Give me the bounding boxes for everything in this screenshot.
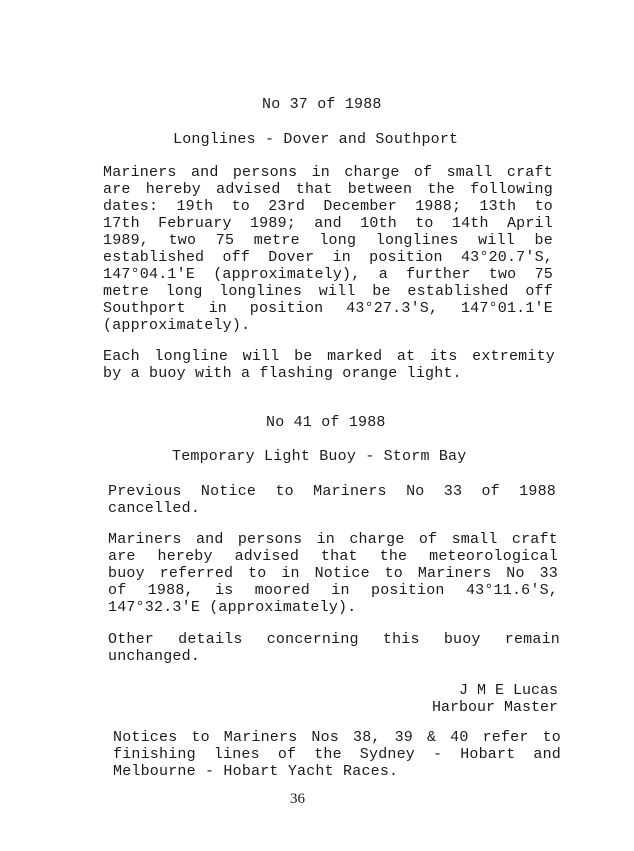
word: December bbox=[323, 198, 397, 215]
word: (approximately), bbox=[213, 266, 361, 283]
word: in bbox=[316, 531, 335, 548]
word: 10th bbox=[360, 215, 397, 232]
word: 40 bbox=[450, 729, 469, 746]
word: 147°04.1'E bbox=[103, 266, 196, 283]
word: craft bbox=[511, 531, 558, 548]
word: position bbox=[371, 582, 445, 599]
word: 1989; bbox=[249, 215, 296, 232]
notice-1-paragraph-1 bbox=[103, 164, 553, 334]
text-line bbox=[108, 582, 558, 599]
word: in bbox=[311, 164, 330, 181]
word: at bbox=[396, 348, 416, 365]
word: charge bbox=[349, 531, 405, 548]
word: referred bbox=[159, 565, 234, 582]
notice-1-number: No 37 of 1988 bbox=[262, 96, 382, 113]
word: in bbox=[331, 582, 350, 599]
word: its bbox=[429, 348, 458, 365]
word: Southport bbox=[103, 300, 186, 317]
word: the bbox=[427, 181, 455, 198]
word: long bbox=[165, 283, 203, 300]
word: metre bbox=[103, 283, 150, 300]
text-line bbox=[108, 648, 560, 665]
word: two bbox=[168, 232, 197, 249]
text-line bbox=[103, 164, 553, 181]
word: be bbox=[372, 283, 391, 300]
word: Sydney bbox=[359, 746, 416, 763]
word: 43°27.3'S, bbox=[346, 300, 439, 317]
word: 14th bbox=[451, 215, 489, 232]
word: will bbox=[318, 283, 356, 300]
word: between bbox=[347, 181, 413, 198]
notice-2-paragraph-3 bbox=[108, 631, 560, 665]
word: of bbox=[277, 746, 297, 763]
word: Other bbox=[108, 631, 155, 648]
word: following bbox=[470, 181, 553, 198]
word: Notice bbox=[200, 483, 257, 500]
text-line bbox=[103, 249, 553, 266]
word: 75 bbox=[215, 232, 235, 249]
word: small bbox=[451, 531, 498, 548]
word: - bbox=[433, 746, 443, 763]
word: in bbox=[332, 249, 351, 266]
text-line bbox=[108, 599, 558, 616]
word: 1989, bbox=[103, 232, 150, 249]
word: to bbox=[231, 198, 250, 215]
text-line bbox=[103, 215, 553, 232]
line-text: unchanged. bbox=[108, 648, 201, 665]
word: No bbox=[506, 565, 525, 582]
word: 38, bbox=[353, 729, 381, 746]
word: and bbox=[190, 164, 219, 181]
notice-2-paragraph-1 bbox=[108, 483, 556, 517]
word: & bbox=[426, 729, 437, 746]
word: 33 bbox=[443, 483, 463, 500]
word: a bbox=[378, 266, 388, 283]
text-line bbox=[103, 300, 553, 317]
word: lines bbox=[213, 746, 260, 763]
word: dates: bbox=[103, 198, 159, 215]
word: will bbox=[478, 232, 515, 249]
word: two bbox=[488, 266, 517, 283]
footer-note bbox=[113, 729, 561, 780]
word: in bbox=[281, 565, 300, 582]
word: be bbox=[294, 348, 313, 365]
text-line bbox=[103, 181, 553, 198]
text-line bbox=[103, 266, 553, 283]
word: advised bbox=[216, 181, 281, 198]
word: 39 bbox=[394, 729, 413, 746]
text-line bbox=[108, 531, 558, 548]
text-line bbox=[108, 565, 558, 582]
text-line bbox=[103, 365, 555, 382]
notice-1-title: Longlines - Dover and Southport bbox=[173, 131, 459, 148]
word: longline bbox=[154, 348, 229, 365]
word: of bbox=[413, 164, 433, 181]
word: persons bbox=[232, 164, 298, 181]
word: will bbox=[242, 348, 280, 365]
word: longlines bbox=[375, 232, 459, 249]
word: that bbox=[320, 548, 358, 565]
text-line bbox=[113, 746, 561, 763]
text-line bbox=[103, 283, 553, 300]
word: Hobart bbox=[460, 746, 516, 763]
word: and bbox=[314, 215, 342, 232]
word: to bbox=[415, 215, 434, 232]
word: concerning bbox=[266, 631, 359, 648]
word: to bbox=[248, 565, 267, 582]
word: be bbox=[534, 232, 553, 249]
word: of bbox=[418, 531, 438, 548]
word: advised bbox=[234, 548, 300, 565]
word: remain bbox=[504, 631, 560, 648]
word: Mariners bbox=[417, 565, 492, 582]
word: February bbox=[158, 215, 232, 232]
word: off bbox=[222, 249, 251, 266]
word: Each bbox=[103, 348, 140, 365]
text-line bbox=[103, 232, 553, 249]
line-text: by a buoy with a flashing orange light. bbox=[103, 365, 462, 382]
word: in bbox=[208, 300, 227, 317]
notice-2-paragraph-2 bbox=[108, 531, 558, 616]
text-line bbox=[108, 500, 556, 517]
signature-name: J M E Lucas bbox=[458, 682, 558, 699]
word: 23rd bbox=[268, 198, 306, 215]
word: extremity bbox=[472, 348, 555, 365]
word: Mariners bbox=[223, 729, 298, 746]
word: of bbox=[481, 483, 500, 500]
word: is bbox=[215, 582, 234, 599]
word: 43°11.6'S, bbox=[465, 582, 558, 599]
word: buoy bbox=[443, 631, 481, 648]
line-text: (approximately). bbox=[103, 317, 251, 334]
page-number: 36 bbox=[290, 791, 305, 807]
word: Notice bbox=[314, 565, 370, 582]
word: to bbox=[542, 729, 561, 746]
word: and bbox=[533, 746, 561, 763]
word: 1988; bbox=[415, 198, 462, 215]
text-line bbox=[108, 548, 558, 565]
word: 147°01.1'E bbox=[460, 300, 553, 317]
word: persons bbox=[237, 531, 303, 548]
word: craft bbox=[506, 164, 553, 181]
word: small bbox=[446, 164, 493, 181]
word: Dover bbox=[268, 249, 315, 266]
word: Mariners bbox=[103, 164, 177, 181]
word: 13th bbox=[479, 198, 517, 215]
word: 1988, bbox=[147, 582, 194, 599]
notice-2-title: Temporary Light Buoy - Storm Bay bbox=[172, 448, 467, 465]
word: the bbox=[379, 548, 408, 565]
word: 1988 bbox=[519, 483, 556, 500]
word: refer bbox=[482, 729, 529, 746]
word: 17th bbox=[103, 215, 140, 232]
word: are bbox=[103, 181, 131, 198]
line-text: Melbourne - Hobart Yacht Races. bbox=[113, 763, 399, 780]
word: of bbox=[108, 582, 127, 599]
word: 19th bbox=[176, 198, 214, 215]
word: long bbox=[319, 232, 357, 249]
word: hereby bbox=[145, 181, 201, 198]
word: the bbox=[314, 746, 342, 763]
word: 33 bbox=[539, 565, 558, 582]
word: established bbox=[407, 283, 509, 300]
word: hereby bbox=[157, 548, 213, 565]
word: further bbox=[406, 266, 471, 283]
signature-title: Harbour Master bbox=[431, 699, 558, 716]
text-line bbox=[108, 483, 556, 500]
word: marked bbox=[327, 348, 383, 365]
line-text: 147°32.3'E (approximately). bbox=[108, 599, 357, 616]
text-line bbox=[103, 198, 553, 215]
word: to bbox=[534, 198, 553, 215]
word: Previous bbox=[108, 483, 182, 500]
word: to bbox=[275, 483, 294, 500]
word: are bbox=[108, 548, 136, 565]
word: established bbox=[103, 249, 205, 266]
word: to bbox=[384, 565, 404, 582]
word: position bbox=[369, 249, 443, 266]
word: moored bbox=[254, 582, 310, 599]
word: metre bbox=[253, 232, 300, 249]
word: Mariners bbox=[313, 483, 387, 500]
word: April bbox=[506, 215, 553, 232]
text-line bbox=[103, 348, 555, 365]
text-line bbox=[113, 763, 561, 780]
word: to bbox=[191, 729, 210, 746]
word: No bbox=[406, 483, 425, 500]
text-line bbox=[113, 729, 561, 746]
word: position bbox=[249, 300, 324, 317]
word: charge bbox=[344, 164, 400, 181]
word: 43°20.7'S, bbox=[460, 249, 553, 266]
word: meteorological bbox=[429, 548, 558, 565]
word: and bbox=[195, 531, 224, 548]
text-line bbox=[108, 631, 560, 648]
line-text: cancelled. bbox=[108, 500, 201, 517]
word: Mariners bbox=[108, 531, 182, 548]
word: 75 bbox=[534, 266, 553, 283]
notice-2-number: No 41 of 1988 bbox=[266, 414, 386, 431]
word: Notices bbox=[113, 729, 178, 746]
word: off bbox=[525, 283, 553, 300]
word: buoy bbox=[108, 565, 145, 582]
notice-1-paragraph-2 bbox=[103, 348, 555, 382]
word: details bbox=[178, 631, 243, 648]
word: this bbox=[382, 631, 420, 648]
word: longlines bbox=[219, 283, 303, 300]
text-line bbox=[103, 317, 553, 334]
word: that bbox=[295, 181, 333, 198]
word: Nos bbox=[311, 729, 340, 746]
word: finishing bbox=[113, 746, 196, 763]
